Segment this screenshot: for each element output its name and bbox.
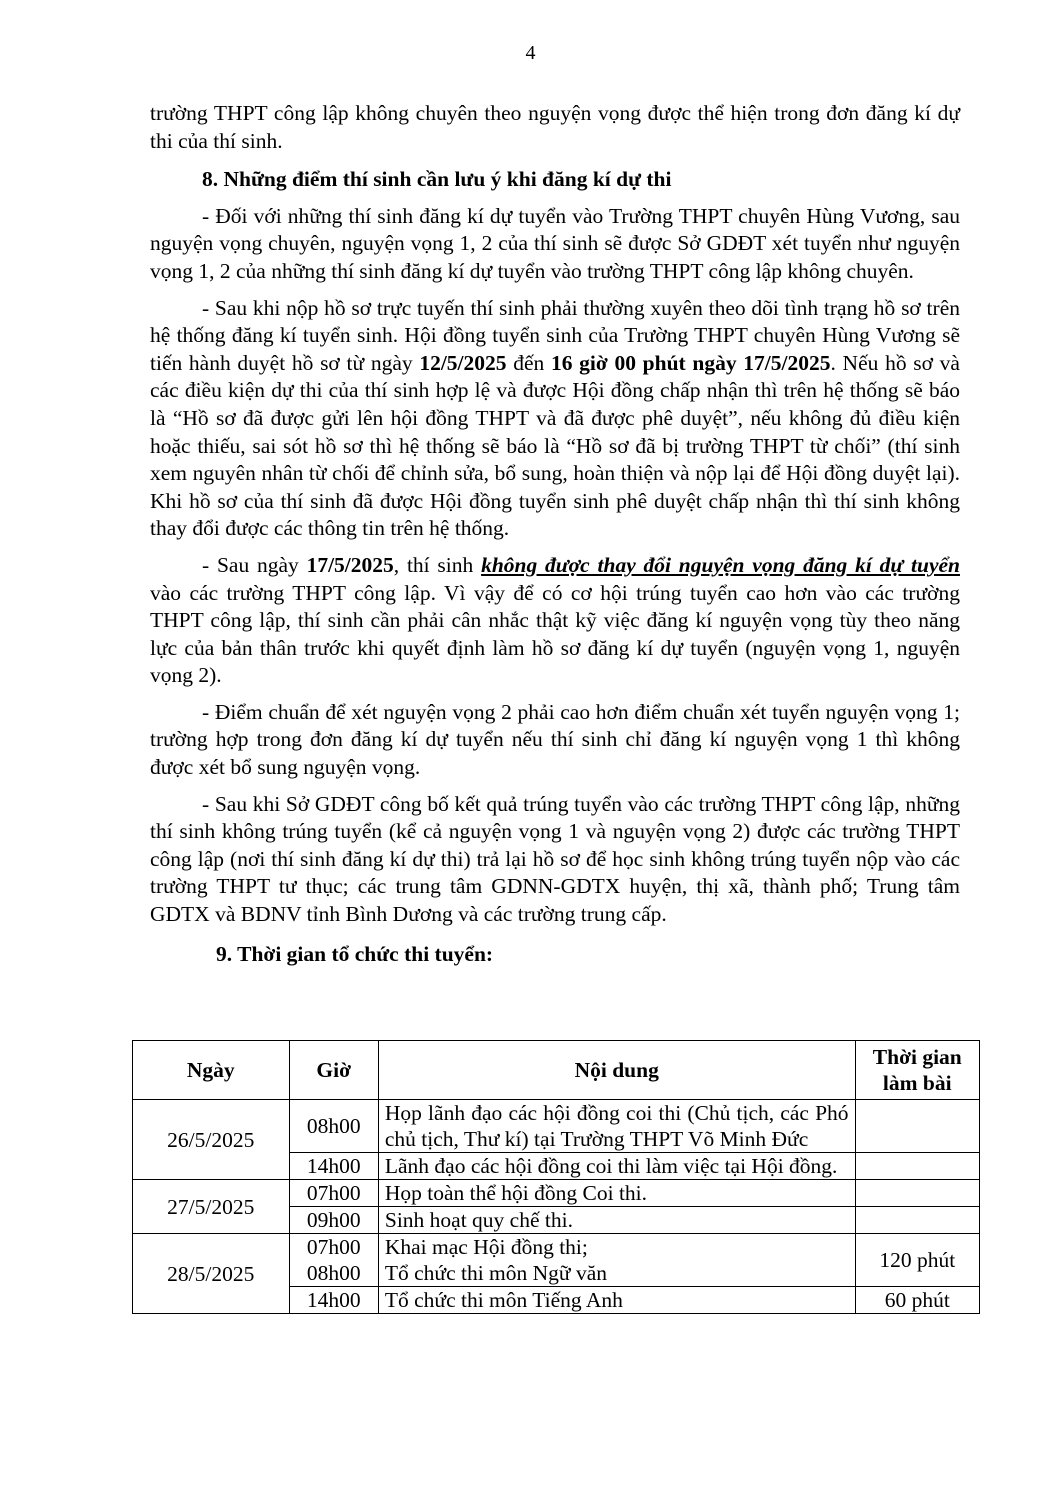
section-heading-8: 8. Những điểm thí sinh cần lưu ý khi đăng kí dự thi (202, 167, 672, 192)
duration-cell (855, 1180, 979, 1207)
time-cell: 14h00 (289, 1287, 378, 1314)
text-run: . Nếu hồ sơ và các điều kiện dự thi của thí sinh hợp lệ và được Hội đồng chấp nhận thì trên hệ thống sẽ báo là “Hồ sơ đã được gửi lên hội đồng THPT và đã được phê duyệt”, nếu không đủ điều kiện hoặc thiếu, sai sót hồ sơ thì hệ thống sẽ báo là “Hồ sơ đã bị trường THPT từ chối” (thí sinh xem nguyên nhân từ chối để chỉnh sửa, bổ sung, hoàn thiện và nộp lại để Hội đồng duyệt lại). Khi hồ sơ của thí sinh đã được Hội đồng tuyển sinh phê duyệt chấp nhận thì thí sinh không thay đổi được các thông tin trên hệ thống. (150, 350, 960, 541)
page-number: 4 (525, 42, 536, 64)
time-cell: 14h00 (289, 1153, 378, 1180)
content-line: Tổ chức thi môn Ngữ văn (384, 1261, 607, 1285)
paragraph-no-change (150, 552, 960, 690)
content-cell: Lãnh đạo các hội đồng coi thi làm việc tại Hội đồng. (378, 1153, 855, 1180)
content-cell: Tổ chức thi môn Tiếng Anh (378, 1287, 855, 1314)
time-line: 08h00 (306, 1261, 361, 1285)
time-cell: 09h00 (289, 1207, 378, 1234)
content-cell: Họp lãnh đạo các hội đồng coi thi (Chủ tịch, các Phó chủ tịch, Thư kí) tại Trường THPT Võ Minh Đức (378, 1100, 855, 1153)
paragraph-online-dossier (150, 295, 960, 543)
duration-cell (855, 1100, 979, 1153)
content-cell: Sinh hoạt quy chế thi. (378, 1207, 855, 1234)
text-run: - Sau ngày (202, 552, 307, 577)
content-line: Khai mạc Hội đồng thi; (384, 1235, 588, 1259)
section-heading-9: 9. Thời gian tổ chức thi tuyển: (216, 941, 494, 966)
time-cell: 07h00 (289, 1180, 378, 1207)
paragraph-specialized-school: - Đối với những thí sinh đăng kí dự tuyển vào Trường THPT chuyên Hùng Vương, sau nguyện vọng chuyên, nguyện vọng 1, 2 của thí sinh sẽ được Sở GDĐT xét tuyển như nguyện vọng 1, 2 của những thí sinh đăng kí dự tuyển vào trường THPT công lập không chuyên. (150, 203, 960, 283)
paragraph-cutoff-score: - Điểm chuẩn để xét nguyện vọng 2 phải cao hơn điểm chuẩn xét tuyển nguyện vọng 1; trường hợp trong đơn đăng kí dự tuyển nếu thí sinh chỉ đăng kí nguyện vọng 1 thì không được xét bổ sung nguyện vọng. (150, 699, 960, 780)
content-cell (378, 1234, 855, 1287)
date-cell: 27/5/2025 (133, 1180, 290, 1234)
date-cell: 26/5/2025 (133, 1100, 290, 1180)
time-line: 07h00 (306, 1235, 361, 1259)
text-run: vào các trường THPT công lập. Vì vậy để có cơ hội trúng tuyển cao hơn vào các trường THPT công lập, thí sinh cần phải cân nhắc thật kỹ việc đăng kí nguyện vọng tùy theo năng lực của bản thân trước khi quyết định làm hồ sơ đăng kí dự tuyển (nguyện vọng 1, nguyện vọng 2). (150, 580, 960, 688)
time-cell: 08h00 (289, 1100, 378, 1153)
header-date: Ngày (133, 1041, 290, 1100)
bold-date-start: 12/5/2025 (419, 350, 507, 375)
table-row (133, 1100, 980, 1153)
paragraph-continuation: trường THPT công lập không chuyên theo nguyện vọng được thể hiện trong đơn đăng kí dự thi của thí sinh. (150, 101, 960, 153)
duration-cell (855, 1207, 979, 1234)
duration-cell (855, 1153, 979, 1180)
text-run: - Sau khi nộp hồ sơ trực tuyến thí sinh phải thường xuyên theo dõi tình trạng hồ sơ trên hệ thống đăng kí tuyển sinh. Hội đồng tuyển sinh của Trường THPT chuyên Hùng Vương sẽ tiến hành duyệt hồ sơ từ ngày (150, 295, 960, 375)
paragraph-return-dossier: - Sau khi Sở GDĐT công bố kết quả trúng tuyển vào các trường THPT công lập, những thí sinh không trúng tuyển (kể cả nguyện vọng 1 và nguyện vọng 2) được các trường THPT công lập (nơi thí sinh đăng kí dự thi) trả lại hồ sơ để học sinh không trúng tuyển nộp vào các trường THPT tư thục; các trung tâm GDNN-GDTX huyện, thị xã, thành phố; Trung tâm GDTX và BDNV tỉnh Bình Dương và các trường trung cấp. (150, 791, 960, 927)
header-content: Nội dung (378, 1041, 855, 1100)
bold-date: 17/5/2025 (306, 552, 394, 577)
bold-date-deadline: 16 giờ 00 phút ngày 17/5/2025 (550, 350, 831, 375)
header-time: Giờ (289, 1041, 378, 1100)
date-cell: 28/5/2025 (133, 1234, 290, 1314)
duration-cell: 60 phút (855, 1287, 979, 1314)
time-cell (289, 1234, 378, 1287)
exam-schedule-table (132, 1040, 980, 1314)
content-cell: Họp toàn thể hội đồng Coi thi. (378, 1180, 855, 1207)
emphasis-warning: không được thay đổi nguyện vọng đăng kí dự tuyển (481, 552, 960, 577)
duration-cell: 120 phút (855, 1234, 979, 1287)
table-row (133, 1234, 980, 1287)
header-duration: Thời gian làm bài (855, 1041, 979, 1100)
table-row (133, 1180, 980, 1207)
table-header-row (133, 1041, 980, 1100)
text-run: đến (506, 350, 551, 375)
text-run: , thí sinh (393, 552, 482, 577)
document-body (150, 100, 960, 968)
